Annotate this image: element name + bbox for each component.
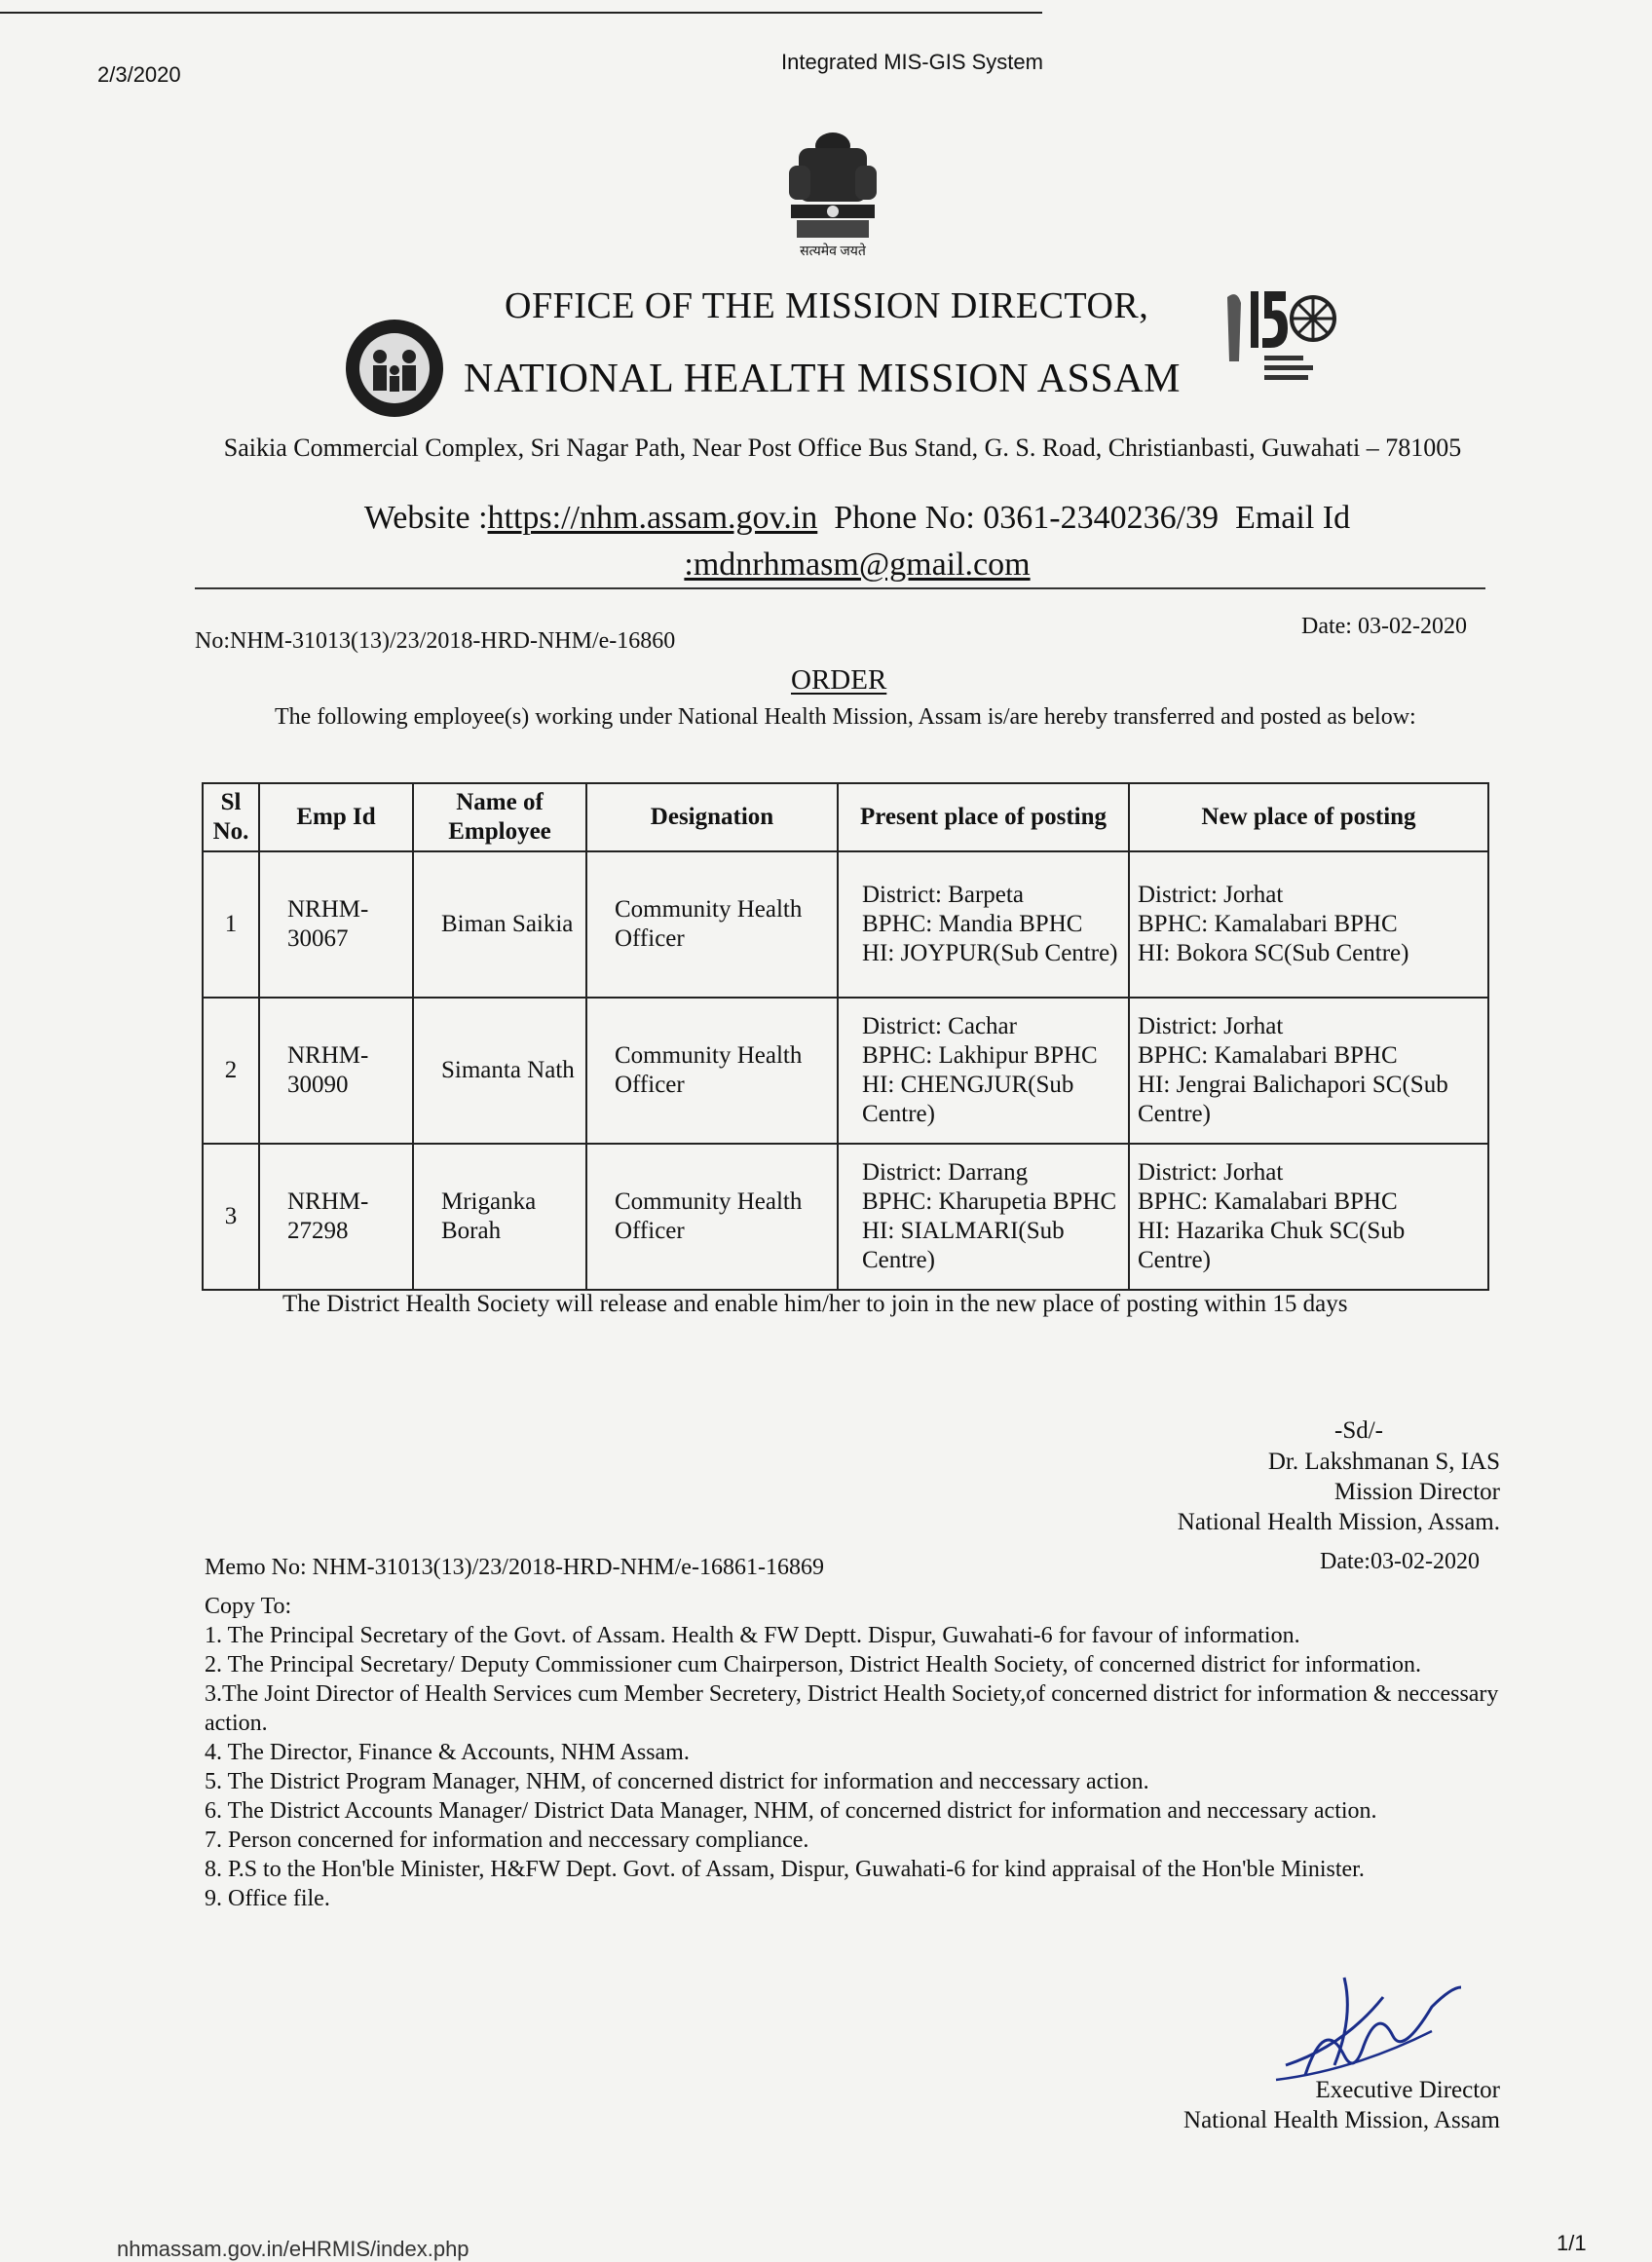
signatory-block	[974, 1447, 1500, 1537]
phone-number: Phone No: 0361-2340236/39	[834, 500, 1220, 536]
col-header-sl: Sl No.	[203, 783, 259, 851]
col-header-name: Name of Employee	[413, 783, 586, 851]
list-item: 6. The District Accounts Manager/ District Data Manager, NHM, of concerned district for information and neccessary action.	[205, 1798, 1377, 1824]
footer-url: nhmassam.gov.in/eHRMIS/index.php	[117, 2237, 469, 2261]
cell-new-posting: District: Jorhat BPHC: Kamalabari BPHC HI: Bokora SC(Sub Centre)	[1129, 851, 1488, 998]
list-item: 2. The Principal Secretary/ Deputy Commissioner cum Chairperson, District Health Society, of concerned district for information.	[205, 1652, 1422, 1678]
gandhi-150-years-logo-icon	[1208, 278, 1344, 395]
website-label: Website :	[363, 500, 488, 536]
executive-org: National Health Mission, Assam	[1183, 2107, 1500, 2133]
list-item: 4. The Director, Finance & Accounts, NHM Assam.	[205, 1740, 690, 1765]
copy-list	[205, 1621, 1500, 1913]
print-date: 2/3/2020	[97, 62, 181, 87]
footer-page-number: 1/1	[1557, 2231, 1587, 2255]
order-heading: ORDER	[791, 664, 887, 696]
list-item: 1. The Principal Secretary of the Govt. of Assam. Health & FW Deptt. Dispur, Guwahati-6 for favour of information.	[205, 1623, 1300, 1648]
contact-block	[321, 495, 1393, 588]
signatory-title: Mission Director	[1333, 1479, 1500, 1505]
website-link[interactable]: https://nhm.assam.gov.in	[487, 500, 818, 536]
email-label: Email Id	[1235, 500, 1351, 536]
list-item: 7. Person concerned for information and neccessary compliance.	[205, 1828, 809, 1853]
signatory-org: National Health Mission, Assam.	[1177, 1509, 1500, 1535]
emblem-motto: सत्यमेव जयते	[800, 245, 866, 259]
cell-present-posting: District: Cachar BPHC: Lakhipur BPHC HI: CHENGJUR(Sub Centre)	[838, 998, 1129, 1144]
cell-emp-id: NRHM-30090	[259, 998, 413, 1144]
memo-date: Date:03-02-2020	[1320, 1549, 1480, 1574]
cell-sl: 1	[203, 851, 259, 998]
col-header-new-posting: New place of posting	[1129, 783, 1488, 851]
cell-emp-id: NRHM-30067	[259, 851, 413, 998]
cell-new-posting: District: Jorhat BPHC: Kamalabari BPHC HI: Hazarika Chuk SC(Sub Centre)	[1129, 1144, 1488, 1290]
list-item: 8. P.S to the Hon'ble Minister, H&FW Dept. Govt. of Assam, Dispur, Guwahati-6 for kind appraisal of the Hon'ble Minister.	[205, 1857, 1365, 1882]
letterhead-line1: OFFICE OF THE MISSION DIRECTOR,	[505, 285, 1149, 326]
table-row	[203, 998, 1488, 1144]
email-link[interactable]: :mdnrhmasm@gmail.com	[684, 547, 1031, 583]
list-item: 9. Office file.	[205, 1886, 330, 1911]
signed-mark: -Sd/-	[1334, 1417, 1383, 1444]
letterhead-divider	[195, 587, 1485, 589]
cell-name: Biman Saikia	[413, 851, 586, 998]
executive-title: Executive Director	[1315, 2077, 1500, 2103]
office-address: Saikia Commercial Complex, Sri Nagar Path, Near Post Office Bus Stand, G. S. Road, Christianbasti, Guwahati – 781005	[223, 434, 1462, 462]
nhm-logo-icon	[336, 310, 453, 427]
cell-name: Simanta Nath	[413, 998, 586, 1144]
top-rule	[0, 12, 1042, 14]
cell-present-posting: District: Barpeta BPHC: Mandia BPHC HI: JOYPUR(Sub Centre)	[838, 851, 1129, 998]
cell-new-posting: District: Jorhat BPHC: Kamalabari BPHC HI: Jengrai Balichapori SC(Sub Centre)	[1129, 998, 1488, 1144]
letterhead-line2: NATIONAL HEALTH MISSION ASSAM	[464, 357, 1181, 401]
list-item: 3.The Joint Director of Health Services cum Member Secretery, District Health Society,of concerned district for information & neccessary action.	[205, 1681, 1499, 1736]
copy-to-label: Copy To:	[205, 1594, 292, 1619]
table-row	[203, 851, 1488, 998]
col-header-emp-id: Emp Id	[259, 783, 413, 851]
order-intro: The following employee(s) working under National Health Mission, Assam is/are hereby transferred and posted as below:	[275, 704, 1416, 730]
cell-designation: Community Health Officer	[586, 998, 838, 1144]
cell-designation: Community Health Officer	[586, 851, 838, 998]
print-title: Integrated MIS-GIS System	[781, 50, 1043, 74]
transfer-table	[202, 782, 1489, 1291]
order-date: Date: 03-02-2020	[1301, 614, 1467, 639]
memo-number: Memo No: NHM-31013(13)/23/2018-HRD-NHM/e-16861-16869	[205, 1555, 824, 1580]
col-header-present-posting: Present place of posting	[838, 783, 1129, 851]
table-header-row	[203, 783, 1488, 851]
list-item: 5. The District Program Manager, NHM, of concerned district for information and neccessary action.	[205, 1769, 1149, 1794]
col-header-designation: Designation	[586, 783, 838, 851]
executive-block	[1071, 2075, 1500, 2135]
table-row	[203, 1144, 1488, 1290]
cell-sl: 3	[203, 1144, 259, 1290]
cell-designation: Community Health Officer	[586, 1144, 838, 1290]
cell-present-posting: District: Darrang BPHC: Kharupetia BPHC HI: SIALMARI(Sub Centre)	[838, 1144, 1129, 1290]
cell-name: Mriganka Borah	[413, 1144, 586, 1290]
cell-sl: 2	[203, 998, 259, 1144]
signatory-name: Dr. Lakshmanan S, IAS	[1267, 1449, 1500, 1475]
order-number: No:NHM-31013(13)/23/2018-HRD-NHM/e-16860	[195, 628, 676, 654]
release-note: The District Health Society will release and enable him/her to join in the new place of posting within 15 days	[282, 1291, 1348, 1317]
cell-emp-id: NRHM-27298	[259, 1144, 413, 1290]
